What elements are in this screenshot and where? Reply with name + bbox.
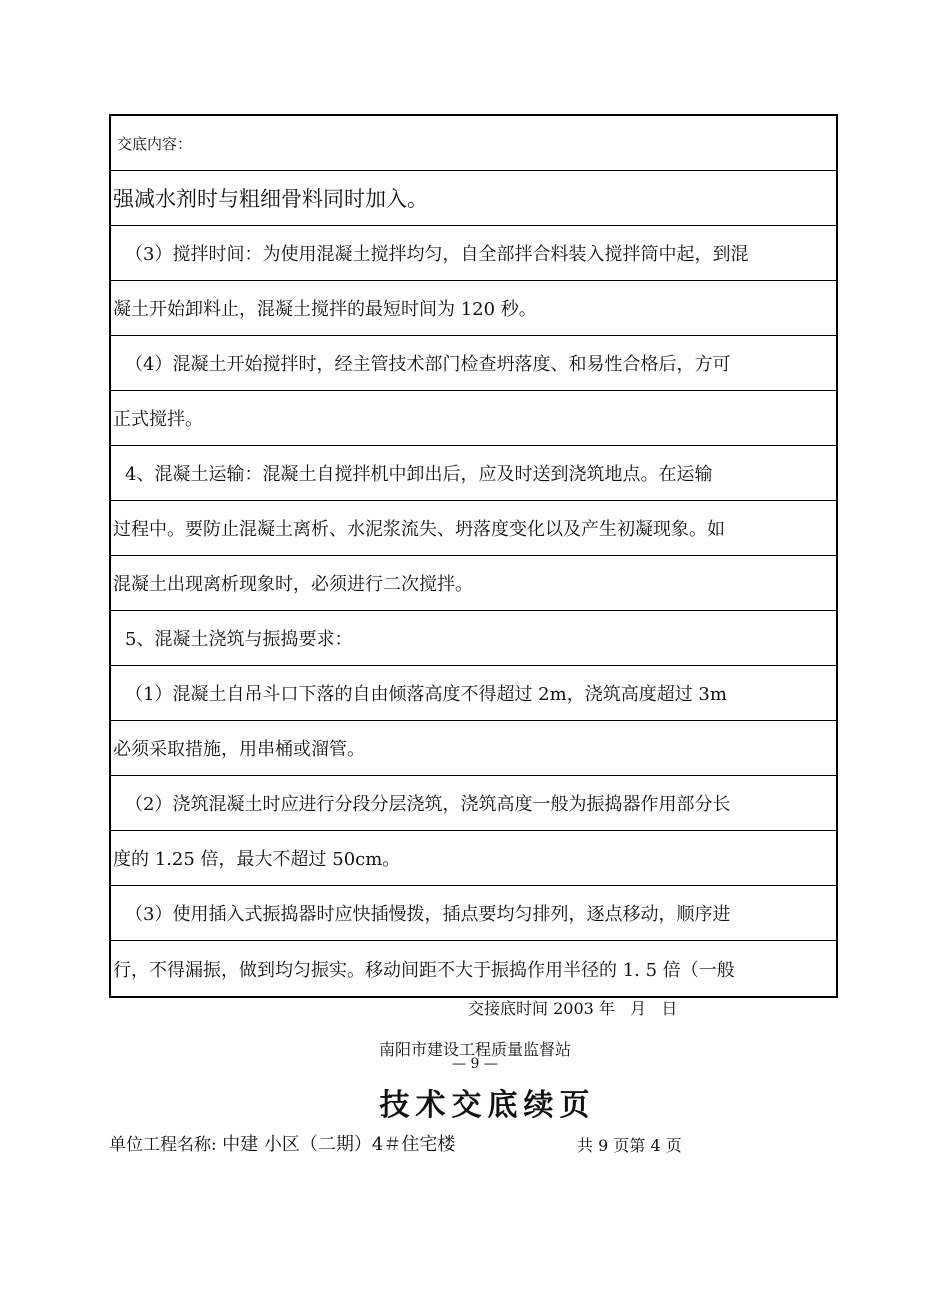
- table-header-label: 交底内容：: [111, 116, 836, 171]
- unit-project-line: [109, 1130, 455, 1156]
- table-row: 5、混凝土浇筑与振捣要求：: [111, 611, 836, 666]
- page-count: 共 9 页第 4 页: [577, 1136, 682, 1155]
- unit-project-label: 单位工程名称:: [109, 1135, 223, 1155]
- table-row: （1）混凝土自吊斗口下落的自由倾落高度不得超过 2m，浇筑高度超过 3m: [111, 666, 836, 721]
- table-row: 正式搅拌。: [111, 391, 836, 446]
- table-row: 度的 1.25 倍，最大不超过 50cm。: [111, 831, 836, 886]
- table-row: （4）混凝土开始搅拌时，经主管技术部门检查坍落度、和易性合格后，方可: [111, 336, 836, 391]
- table-row: （3）搅拌时间：为使用混凝土搅拌均匀，自全部拌合料装入搅拌筒中起，到混: [111, 226, 836, 281]
- supervision-station: 南阳市建设工程质量监督站: [378, 1040, 571, 1059]
- table-row: 凝土开始卸料止，混凝土搅拌的最短时间为 120 秒。: [111, 281, 836, 336]
- table-row: 过程中。要防止混凝土离析、水泥浆流失、坍落度变化以及产生初凝现象。如: [111, 501, 836, 556]
- table-row: （2）浇筑混凝土时应进行分段分层浇筑，浇筑高度一般为振捣器作用部分长: [111, 776, 836, 831]
- unit-project-value: 中建 小区（二期）4＃住宅楼: [222, 1134, 456, 1155]
- table-row: 强减水剂时与粗细骨料同时加入。: [111, 171, 836, 226]
- page-number: — 9 —: [452, 1056, 498, 1072]
- table-row: 行，不得漏振，做到均匀振实。移动间距不大于振捣作用半径的 1. 5 倍（一般: [113, 959, 735, 981]
- table-row: 4、混凝土运输：混凝土自搅拌机中卸出后，应及时送到浇筑地点。在运输: [111, 446, 836, 501]
- page-title: 技术交底续页: [379, 1088, 596, 1123]
- disclosure-table: [109, 114, 838, 998]
- table-row: （3）使用插入式振捣器时应快插慢拨，插点要均匀排列，逐点移动，顺序进: [111, 886, 836, 941]
- handover-time: 交接底时间 2003 年 月 日: [468, 999, 678, 1018]
- table-row: 必须采取措施，用串桶或溜管。: [111, 721, 836, 776]
- table-row: 混凝土出现离析现象时，必须进行二次搅拌。: [111, 556, 836, 611]
